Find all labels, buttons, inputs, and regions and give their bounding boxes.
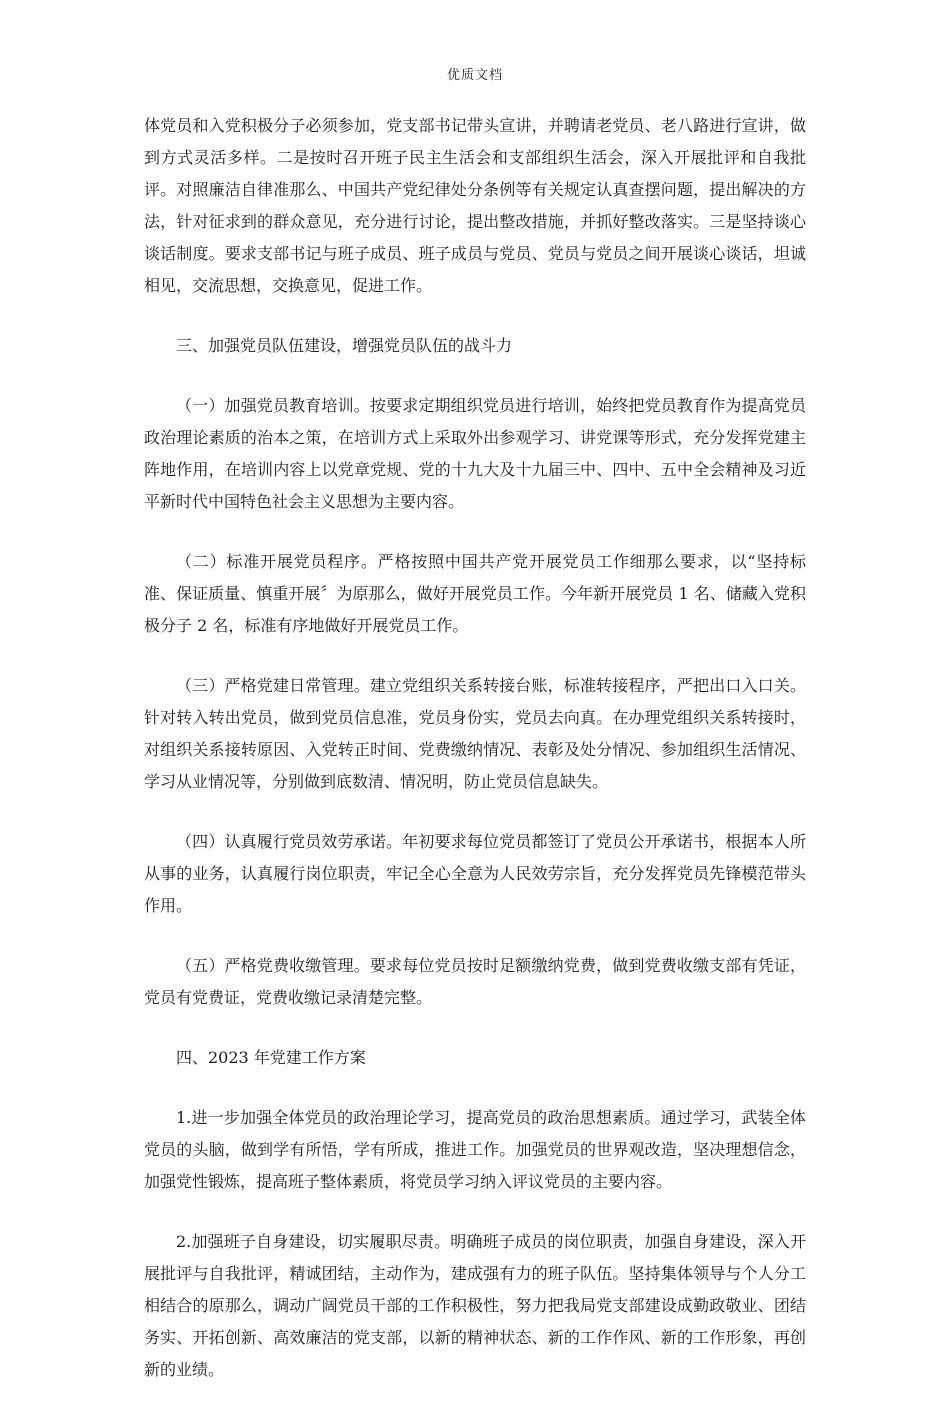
- document-body: [144, 110, 806, 1414]
- paragraph-daily-management: （三）严格党建日常管理。建立党组织关系转接台账，标准转接程序，严把出口入口关。针对转入转出党员，做到党员信息准，党员身份实，党员去向真。在办理党组织关系转接时，对组织关系接转原因、入党转正时间、党费缴纳情况、表彰及处分情况、参加组织生活情况、学习从业情况等，分别做到底数清、情况明，防止党员信息缺失。: [144, 676, 806, 791]
- paragraph-service-commitment: （四）认真履行党员效劳承诺。年初要求每位党员都签订了党员公开承诺书，根据本人所从事的业务，认真履行岗位职责，牢记全心全意为人民效劳宗旨，充分发挥党员先锋模范带头作用。: [144, 832, 806, 915]
- paragraph-continuation: 体党员和入党积极分子必须参加，党支部书记带头宣讲，并聘请老党员、老八路进行宣讲，做到方式灵活多样。二是按时召开班子民主生活会和支部组织生活会，深入开展批评和自我批评。对照廉洁自律准那么、中国共产党纪律处分条例等有关规定认真查摆问题，提出解决的方法，针对征求到的群众意见，充分进行讨论，提出整改措施，并抓好整改落实。三是坚持谈心谈话制度。要求支部书记与班子成员、班子成员与党员、党员与党员之间开展谈心谈话，坦诚相见，交流思想，交换意见，促进工作。: [144, 116, 806, 295]
- paragraph-education-training: （一）加强党员教育培训。按要求定期组织党员进行培训，始终把党员教育作为提高党员政治理论素质的治本之策，在培训方式上采取外出参观学习、讲党课等形式，充分发挥党建主阵地作用，在培训内容上以党章党规、党的十九大及十九届三中、四中、五中全会精神及习近平新时代中国特色社会主义思想为主要内容。: [144, 396, 806, 511]
- page-header: 优质文档: [446, 68, 503, 83]
- paragraph-plan-item-2: 2.加强班子自身建设，切实履职尽责。明确班子成员的岗位职责，加强自身建设，深入开展批评与自我批评，精诚团结，主动作为，建成强有力的班子队伍。坚持集体领导与个人分工相结合的原那么，调动广阔党员干部的工作积极性，努力把我局党支部建设成勤政敬业、团结务实、开拓创新、高效廉洁的党支部，以新的精神状态、新的工作作风、新的工作形象，再创新的业绩。: [144, 1232, 806, 1379]
- paragraph-dues-management: （五）严格党费收缴管理。要求每位党员按时足额缴纳党费，做到党费收缴支部有凭证，党员有党费证，党费收缴记录清楚完整。: [144, 956, 806, 1007]
- paragraph-plan-item-1: 1.进一步加强全体党员的政治理论学习，提高党员的政治思想素质。通过学习，武装全体党员的头脑，做到学有所悟，学有所成，推进工作。加强党员的世界观改造，坚决理想信念，加强党性锻炼，提高班子整体素质，将党员学习纳入评议党员的主要内容。: [144, 1108, 806, 1191]
- section-heading-4: 四、2023 年党建工作方案: [176, 1048, 366, 1067]
- section-heading-3: 三、加强党员队伍建设，增强党员队伍的战斗力: [176, 336, 513, 355]
- paragraph-member-recruitment: （二）标准开展党员程序。严格按照中国共产党开展党员工作细那么要求，以“坚持标准、保证质量、慎重开展〞为原那么，做好开展党员工作。今年新开展党员 1 名、储藏入党积极分子 2 名，标准有序地做好开展党员工作。: [144, 552, 806, 635]
